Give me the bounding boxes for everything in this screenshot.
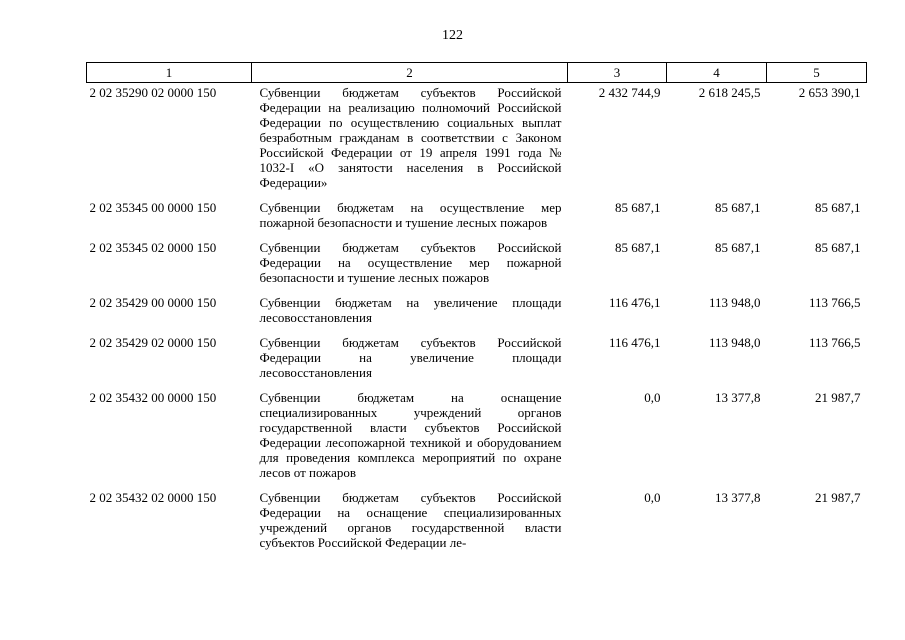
row-value-col-3: 2 432 744,9 [598,85,661,100]
row-name: Субвенции бюджетам субъектов Российской Федерации на оснащение специализированных учреждений органов государственной власти субъектов Российской Федерации ле- [259,490,562,550]
row-name: Субвенции бюджетам на увеличение площади лесовосстановления [259,295,562,325]
table-row [87,292,867,332]
row-value-col-3: 85 687,1 [615,240,661,255]
row-value-col-4: 13 377,8 [715,390,761,405]
row-code: 2 02 35345 00 0000 150 [89,200,217,215]
row-value-col-3: 0,0 [644,490,661,505]
row-name: Субвенции бюджетам субъектов Российской Федерации на осуществление мер пожарной безопасности и тушение лесных пожаров [259,240,562,285]
row-value-col-5: 21 987,7 [815,390,861,405]
header-col-5: 5 [767,63,867,83]
table-row [87,387,867,487]
row-name: Субвенции бюджетам субъектов Российской Федерации на увеличение площади лесовосстановления [259,335,562,380]
table-row [87,487,867,557]
row-value-col-5: 85 687,1 [815,200,861,215]
table-row [87,197,867,237]
row-name: Субвенции бюджетам субъектов Российской Федерации на реализацию полномочий Российской Федерации по осуществлению социальных выплат безработным гражданам в соответствии с Законом Российской Федерации от 19 апреля 1991 года № 1032-I «О занятости населения в Российской Федерации» [259,85,562,190]
row-value-col-3: 116 476,1 [608,295,661,310]
row-code: 2 02 35429 00 0000 150 [89,295,217,310]
table-row [87,83,867,198]
header-col-4: 4 [667,63,767,83]
row-code: 2 02 35345 02 0000 150 [89,240,217,255]
header-col-1: 1 [87,63,252,83]
row-code: 2 02 35432 02 0000 150 [89,490,217,505]
header-col-3: 3 [568,63,667,83]
row-value-col-4: 13 377,8 [715,490,761,505]
page-number: 122 [442,28,463,43]
row-value-col-5: 113 766,5 [808,295,861,310]
row-value-col-4: 85 687,1 [715,200,761,215]
row-value-col-3: 85 687,1 [615,200,661,215]
row-value-col-5: 2 653 390,1 [798,85,861,100]
row-code: 2 02 35290 02 0000 150 [89,85,217,100]
row-value-col-5: 21 987,7 [815,490,861,505]
budget-table [86,62,867,557]
row-code: 2 02 35429 02 0000 150 [89,335,217,350]
row-value-col-4: 85 687,1 [715,240,761,255]
row-value-col-3: 0,0 [644,390,661,405]
row-name: Субвенции бюджетам на осуществление мер пожарной безопасности и тушение лесных пожаров [259,200,562,230]
row-value-col-3: 116 476,1 [608,335,661,350]
header-col-2: 2 [252,63,568,83]
row-value-col-4: 113 948,0 [708,335,761,350]
table-row [87,332,867,387]
row-code: 2 02 35432 00 0000 150 [89,390,217,405]
table-row [87,237,867,292]
row-value-col-5: 113 766,5 [808,335,861,350]
row-value-col-4: 113 948,0 [708,295,761,310]
table-header-row [87,63,867,83]
row-value-col-5: 85 687,1 [815,240,861,255]
row-name: Субвенции бюджетам на оснащение специализированных учреждений органов государственной власти субъектов Российской Федерации лесопожарной техникой и оборудованием для проведения комплекса мероприятий по охране лесов от пожаров [259,390,562,480]
row-value-col-4: 2 618 245,5 [698,85,761,100]
